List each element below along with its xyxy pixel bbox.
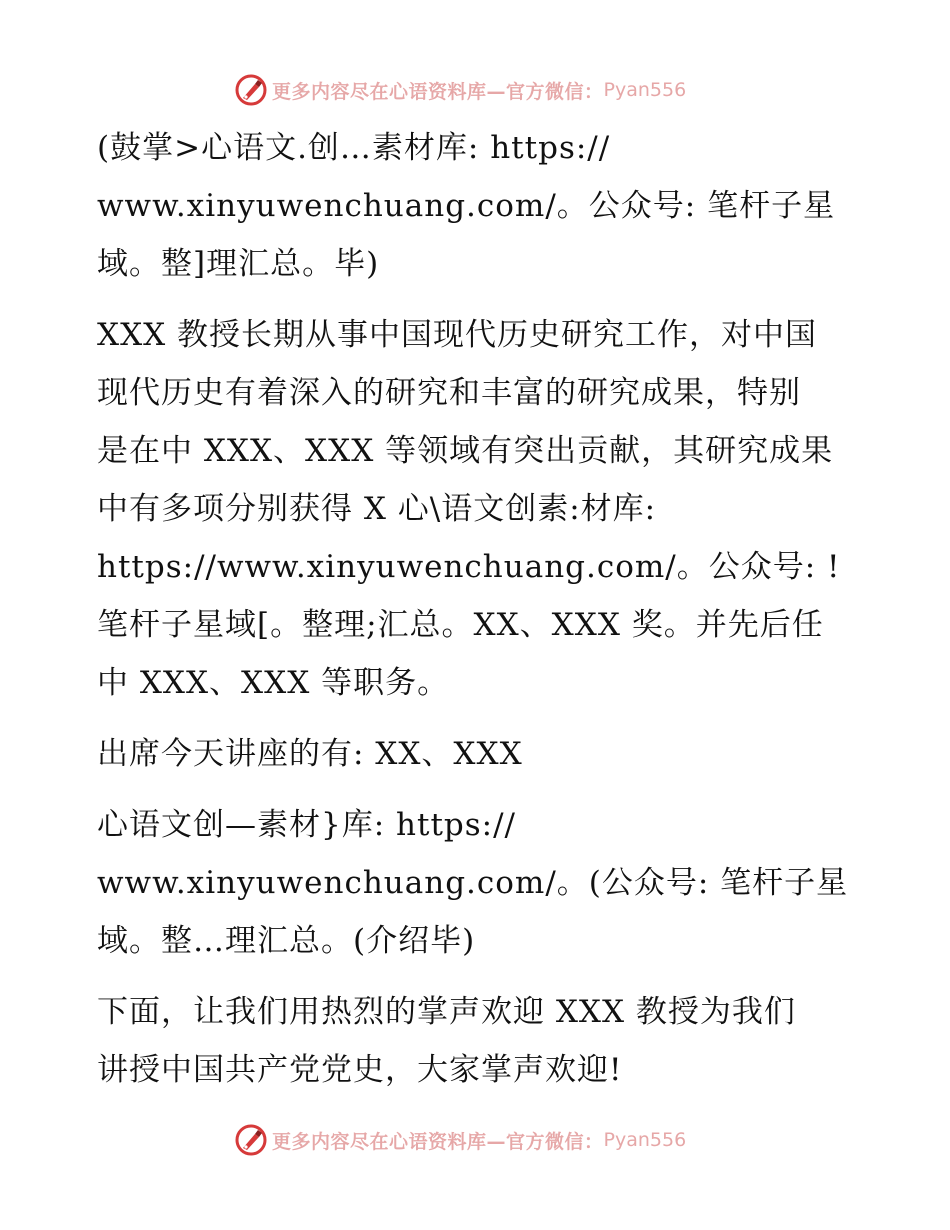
text-line: 下面，让我们用热烈的掌声欢迎 XXX 教授为我们 — [97, 994, 796, 1030]
text-line: 中 XXX、XXX 等职务。 — [97, 665, 450, 701]
banner-wechat-id: Pyan556 — [603, 79, 687, 101]
text-line: 心语文创—素材}库: https:// — [97, 807, 516, 843]
paragraph-2 — [97, 306, 857, 712]
text-line: 中有多项分别获得 X 心\语文创素:材库: — [97, 491, 657, 527]
pen-circle-logo-icon — [234, 1123, 268, 1157]
text-line: www.xinyuwenchuang.com/。(公众号: 笔杆子星 — [97, 865, 849, 901]
paragraph-3 — [97, 725, 857, 783]
text-line: www.xinyuwenchuang.com/。公众号: 笔杆子星 — [97, 188, 836, 224]
document-body — [97, 119, 857, 1112]
text-line: (鼓掌>心语文.创…素材库: https:// — [97, 130, 611, 166]
banner-wechat-id: Pyan556 — [603, 1129, 687, 1151]
text-line: 出席今天讲座的有: XX、XXX — [97, 736, 523, 772]
text-line: 讲授中国共产党党史，大家掌声欢迎! — [97, 1052, 623, 1088]
paragraph-5 — [97, 983, 857, 1099]
footer-banner — [234, 1122, 686, 1158]
text-line: 域。整…理汇总。(介绍毕) — [97, 923, 476, 959]
paragraph-4 — [97, 796, 857, 970]
text-line: https://www.xinyuwenchuang.com/。公众号: ! — [97, 549, 841, 585]
text-line: 现代历史有着深入的研究和丰富的研究成果，特别 — [97, 375, 801, 411]
banner-text: 更多内容尽在心语资料库—官方微信： — [272, 1130, 604, 1153]
text-line: XXX 教授长期从事中国现代历史研究工作，对中国 — [97, 317, 818, 353]
text-line: 笔杆子星域[。整理;汇总。XX、XXX 奖。并先后任 — [97, 607, 824, 643]
header-banner — [234, 72, 686, 108]
text-line: 域。整]理汇总。毕) — [97, 246, 380, 282]
paragraph-1 — [97, 119, 857, 293]
pen-circle-logo-icon — [234, 73, 268, 107]
banner-text: 更多内容尽在心语资料库—官方微信： — [272, 80, 604, 103]
text-line: 是在中 XXX、XXX 等领域有突出贡献，其研究成果 — [97, 433, 834, 469]
